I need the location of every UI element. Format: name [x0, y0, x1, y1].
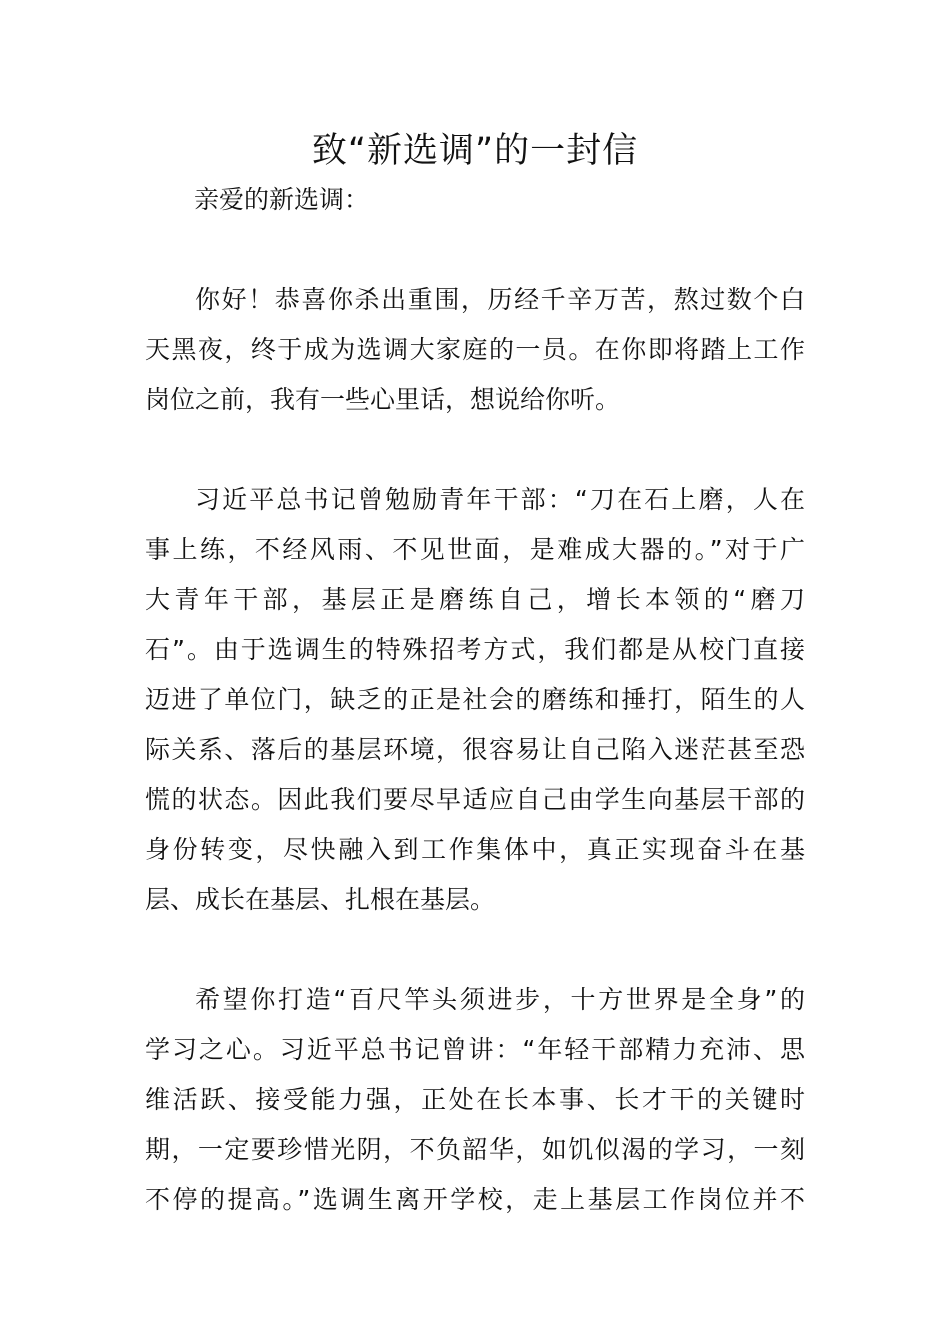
salutation: 亲爱的新选调：: [194, 185, 370, 214]
text-line: 迈进了单位门，缺乏的正是社会的磨练和捶打，陌生的人: [145, 685, 805, 714]
paragraph-3: [145, 975, 805, 1225]
text-line: 际关系、落后的基层环境，很容易让自己陷入迷茫甚至恐: [145, 735, 805, 764]
text-line: 身份转变，尽快融入到工作集体中，真正实现奋斗在基: [145, 835, 805, 864]
text-line: 希望你打造“百尺竿头须进步，十方世界是全身”的: [195, 985, 805, 1014]
text-line: 慌的状态。因此我们要尽早适应自己由学生向基层干部的: [145, 785, 805, 814]
paragraph-2: [145, 475, 805, 925]
letter-body: [145, 275, 805, 1275]
text-line: 你好！恭喜你杀出重围，历经千辛万苦，熬过数个白: [195, 285, 805, 314]
paragraph-1: [145, 275, 805, 425]
text-line: 不停的提高。”选调生离开学校，走上基层工作岗位并不: [145, 1185, 805, 1214]
text-line: 大青年干部，基层正是磨练自己，增长本领的“磨刀: [145, 585, 805, 614]
text-line: 期，一定要珍惜光阴，不负韶华，如饥似渴的学习，一刻: [145, 1135, 805, 1164]
text-line: 维活跃、接受能力强，正处在长本事、长才干的关键时: [145, 1085, 805, 1114]
text-line: 学习之心。习近平总书记曾讲：“年轻干部精力充沛、思: [145, 1035, 805, 1064]
document-title: 致“新选调”的一封信: [311, 131, 639, 171]
text-line: 岗位之前，我有一些心里话，想说给你听。: [145, 385, 621, 414]
text-line: 天黑夜，终于成为选调大家庭的一员。在你即将踏上工作: [145, 335, 805, 364]
text-line: 事上练，不经风雨、不见世面，是难成大器的。”对于广: [145, 535, 805, 564]
text-line: 石”。由于选调生的特殊招考方式，我们都是从校门直接: [145, 635, 805, 664]
text-line: 习近平总书记曾勉励青年干部：“刀在石上磨，人在: [195, 485, 805, 514]
text-line: 层、成长在基层、扎根在基层。: [145, 885, 496, 914]
